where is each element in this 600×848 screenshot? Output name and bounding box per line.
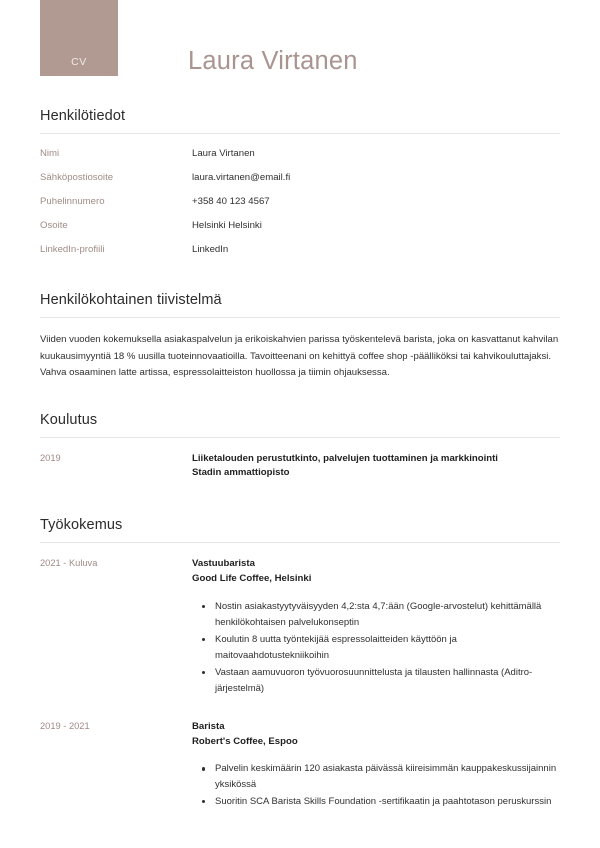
experience-entry	[40, 557, 560, 697]
table-row	[40, 148, 560, 172]
detail-label-address: Osoite	[40, 220, 68, 231]
detail-label-name: Nimi	[40, 148, 60, 159]
detail-value-linkedin: LinkedIn	[192, 244, 229, 255]
personal-details-table	[40, 148, 560, 268]
list-item: Suoritin SCA Barista Skills Foundation -sertifikaatin ja paahtotason peruskurssin	[192, 794, 560, 810]
experience-entry-bullets	[192, 599, 560, 697]
summary-text: Viiden vuoden kokemuksella asiakaspalvelun ja erikoiskahvien parissa työskentelevä barista, joka on kasvattanut kahvilan kuukausimyyntiä 18 % uusilla tuoteinnovaatioilla. Tavoitteenani on kehittyä coffee shop -päälliköksi tai kahvikouluttajaksi. Vahva osaaminen latte artissa, espressolaitteiston huollossa ja tiimin ohjauksessa.	[40, 334, 559, 378]
detail-label-phone: Puhelinnumero	[40, 196, 105, 207]
detail-value-name: Laura Virtanen	[192, 148, 255, 159]
experience-entry-date: 2021 - Kuluva	[40, 558, 98, 569]
section-divider	[40, 317, 560, 318]
section-experience	[0, 517, 600, 811]
page-title: Laura Virtanen	[188, 47, 358, 75]
spacer	[0, 382, 600, 412]
list-item: Koulutin 8 uutta työntekijää espressolaitteiden käyttöön ja maitovaahdotustekniikoihin	[192, 632, 560, 664]
section-summary	[0, 292, 600, 382]
experience-entry-title: Barista	[192, 720, 225, 732]
education-entry	[40, 452, 560, 482]
detail-label-email: Sähköpostiosoite	[40, 172, 114, 183]
experience-entry-title: Vastuubarista	[192, 558, 255, 570]
education-entry-body	[192, 452, 560, 482]
experience-entry	[40, 720, 560, 812]
detail-label-linkedin: LinkedIn-profiili	[40, 244, 105, 255]
section-title-experience: Työkokemus	[40, 517, 123, 534]
section-divider	[40, 542, 560, 543]
detail-value-address: Helsinki Helsinki	[192, 220, 262, 231]
experience-entry-organization: Robert's Coffee, Espoo	[192, 735, 298, 747]
table-row	[40, 244, 560, 268]
section-divider	[40, 437, 560, 438]
section-divider	[40, 133, 560, 134]
experience-entry-organization: Good Life Coffee, Helsinki	[192, 573, 312, 585]
section-title-personal-details: Henkilötiedot	[40, 108, 126, 124]
list-item: Vastaan aamuvuoron työvuorosuunnittelusta ja tilausten hallinnasta (Aditro-järjestelmä)	[192, 665, 560, 697]
section-education	[0, 412, 600, 482]
list-item: Palvelin keskimäärin 120 asiakasta päivässä kiireisimmän kauppakeskussijainnin yksikössä	[192, 761, 560, 793]
cv-logo-block	[40, 0, 118, 76]
section-personal-details	[0, 108, 600, 268]
list-item: Nostin asiakastyytyväisyyden 4,2:sta 4,7:ään (Google-arvostelut) kehittämällä henkilökohtaisen palvelukonseptin	[192, 599, 560, 631]
spacer	[40, 704, 560, 720]
experience-entry-body	[192, 557, 560, 697]
spacer	[0, 268, 600, 292]
detail-value-email: laura.virtanen@email.fi	[192, 172, 291, 183]
spacer	[0, 487, 600, 517]
cv-logo-label: CV	[71, 56, 87, 68]
resume-header	[0, 0, 600, 108]
section-title-summary: Henkilökohtainen tiivistelmä	[40, 292, 222, 308]
detail-value-phone: +358 40 123 4567	[192, 196, 270, 207]
education-entry-organization: Stadin ammattiopisto	[192, 467, 290, 479]
table-row	[40, 220, 560, 244]
experience-entry-body	[192, 720, 560, 812]
experience-entry-bullets	[192, 761, 560, 810]
education-entry-date: 2019	[40, 452, 61, 463]
table-row	[40, 172, 560, 196]
section-title-education: Koulutus	[40, 411, 98, 428]
education-entry-title: Liiketalouden perustutkinto, palvelujen tuottaminen ja markkinointi	[192, 452, 498, 464]
table-row	[40, 196, 560, 220]
experience-entry-date: 2019 - 2021	[40, 720, 90, 731]
